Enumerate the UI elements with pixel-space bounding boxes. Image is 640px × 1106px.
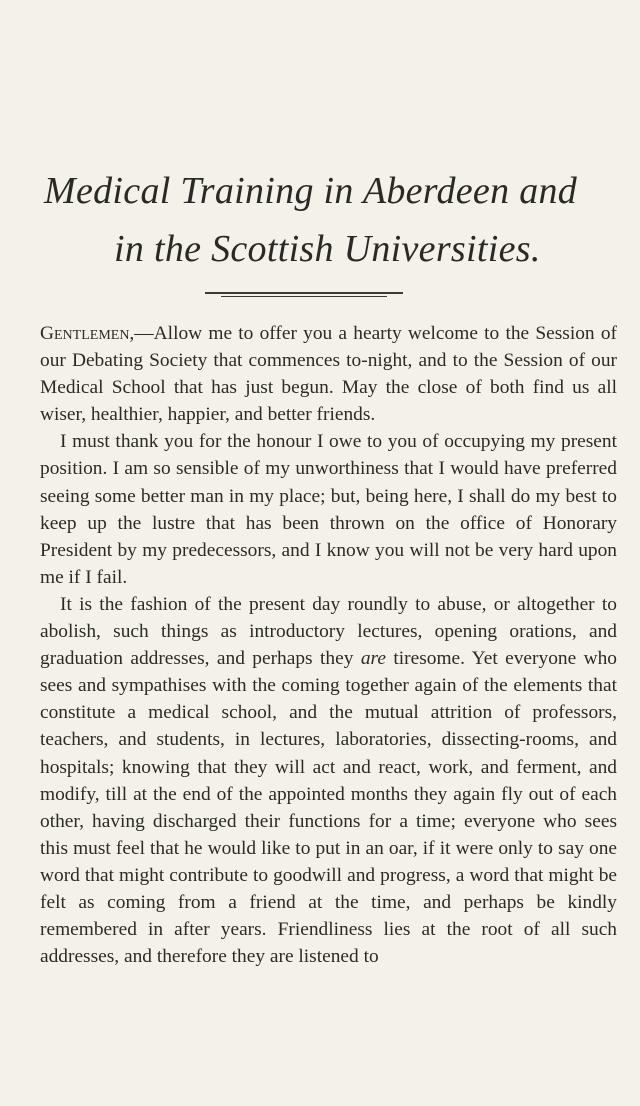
paragraph-3 — [40, 591, 617, 970]
paragraph-3-text-before: It is the fashion of the present day roundly to abuse, or altogether to abolish, such things as introductory lectures, opening orations, and graduation addresses, and perhaps they — [40, 593, 617, 670]
paragraph-2 — [40, 428, 617, 591]
paragraph-3-emphasis: are — [360, 648, 386, 670]
paragraph-1-text: —Allow me to offer you a hearty welcome to the Session of our Debating Society that commences to-night, and to the Session of our Medical School that has just begun. May the close of both find us all wiser, healthier, happier, and better friends. — [40, 323, 617, 426]
paragraph-3-text-after: tiresome. Yet everyone who sees and sympathises with the coming together again of the elements that constitute a medical school, and the mutual attrition of professors, teachers, and students, in lectures, laboratories, dissecting-rooms, and hospitals; knowing that they will act and react, work, and ferment, and modify, till at the end of the appointed months they again fly out of each other, having discharged their functions for a time; everyone who sees this must feel that he would like to put in an oar, if it were only to say one word that might contribute to goodwill and progress, a word that might be felt as coming from a friend at the time, and perhaps be kindly remembered in after years. Friendliness lies at the root of all such addresses, and therefore they are listened to — [40, 648, 617, 968]
salutation: Gentlemen, — [40, 323, 135, 344]
paragraph-2-text: I must thank you for the honour I owe to you of occupying my present position. I am so sensible of my unworthiness that I would have preferred seeing some better man in my place; but, being here, I shall do my best to keep up the lustre that has been thrown on the office of Honorary President by my predecessors, and I know you will not be very hard upon me if I fail. — [40, 431, 617, 588]
title-line-2: in the Scottish Universities. — [114, 228, 541, 270]
title-line-1: Medical Training in Aberdeen and — [44, 170, 578, 212]
divider-line-thick — [205, 292, 403, 294]
body-text — [40, 320, 617, 970]
title-divider — [205, 292, 403, 298]
divider-line-thin — [221, 296, 387, 297]
paragraph-1 — [40, 320, 617, 428]
